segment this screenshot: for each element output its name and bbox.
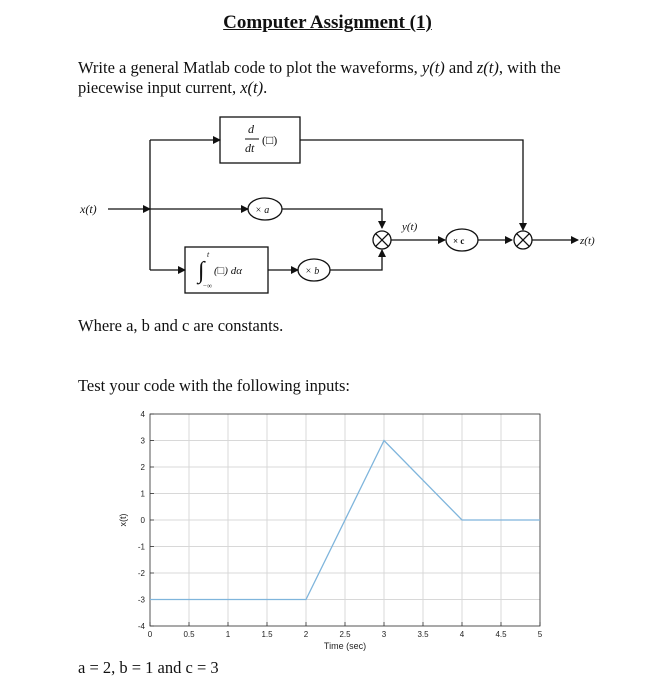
output-label: z(t)	[580, 235, 595, 247]
y-tick-label: -1	[137, 542, 145, 552]
integral-sign: ∫	[198, 258, 205, 284]
y-tick-label: 1	[140, 489, 145, 499]
page-title: Computer Assignment (1)	[223, 12, 432, 33]
x-tick-label: 2	[303, 630, 309, 639]
y-tick-label: -2	[137, 569, 145, 578]
derivative-block	[220, 117, 300, 163]
y-axis-label: x(t)	[118, 513, 128, 527]
intro-end: .	[263, 78, 268, 97]
x-tick-label: 3.5	[417, 630, 429, 639]
x-axis-label: Time (sec)	[323, 641, 367, 651]
intro-y: y(t)	[421, 58, 445, 77]
multiply-b-label: × b	[305, 266, 320, 277]
x-tick-label: 0	[147, 630, 153, 639]
intro-text-1: Write a general Matlab code to plot the waveforms,	[78, 58, 422, 77]
deriv-argument: (□)	[262, 133, 278, 147]
x-tick-label: 5	[537, 630, 543, 639]
block-diagram	[0, 105, 655, 405]
input-waveform-chart	[0, 400, 655, 660]
problem-statement	[78, 58, 618, 98]
integ-expression: (□) dα	[214, 265, 242, 277]
y-tick-label: -4	[137, 622, 145, 631]
integ-upper-limit: t	[207, 250, 210, 259]
constants-note: Where a, b and c are constants.	[78, 316, 284, 335]
x-tick-label: 0.5	[183, 630, 195, 639]
deriv-output-line	[300, 140, 523, 230]
x-tick-label: 3	[381, 630, 387, 639]
y-signal-label: y(t)	[402, 221, 418, 233]
deriv-numerator: d	[248, 122, 254, 136]
intro-text-2: , with the piecewise input current,	[78, 58, 561, 97]
y-tick-label: 0	[140, 516, 145, 525]
x-tick-label: 1.5	[261, 630, 273, 639]
y-tick-label: 2	[140, 463, 145, 472]
x-tick-label: 2.5	[339, 630, 351, 639]
b-output-line	[330, 250, 382, 270]
integ-lower-limit: −∞	[203, 282, 212, 290]
intro-z: z(t)	[476, 58, 499, 77]
y-tick-label: 3	[140, 436, 145, 446]
multiply-c-label: × c	[453, 236, 465, 246]
constants-values: a = 2, b = 1 and c = 3	[78, 658, 219, 677]
x-tick-label: 4.5	[495, 630, 507, 639]
test-instruction: Test your code with the following inputs:	[78, 376, 350, 395]
y-tick-label: -3	[137, 595, 145, 605]
deriv-denominator: dt	[245, 141, 255, 155]
intro-and: and	[444, 58, 477, 77]
x-tick-label: 4	[459, 630, 465, 639]
a-output-line	[282, 209, 382, 228]
intro-x: x(t)	[240, 78, 264, 97]
y-tick-label: 4	[140, 410, 145, 419]
x-tick-label: 1	[225, 630, 231, 639]
input-label: x(t)	[80, 202, 97, 216]
multiply-a-label: × a	[255, 205, 270, 216]
